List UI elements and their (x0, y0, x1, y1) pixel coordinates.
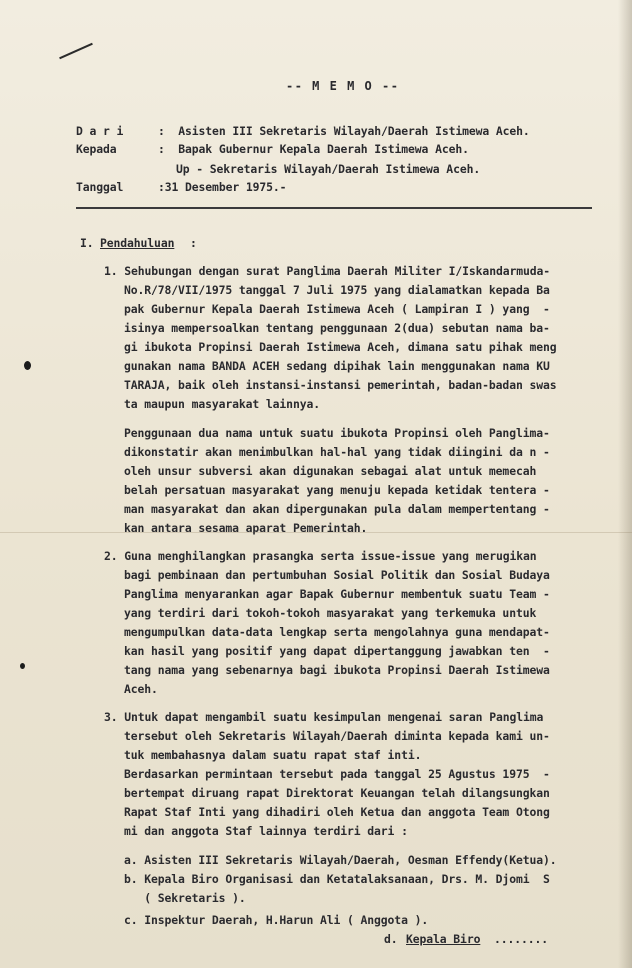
dari-label: D a r i (76, 124, 124, 138)
tanggal-value: :31 Desember 1975.- (158, 180, 287, 194)
para1b-line: oleh unsur subversi akan digunakan sebagai alat untuk memecah (124, 464, 537, 478)
para2-line: Aceh. (124, 682, 158, 696)
para3-line: tuk membahasnya dalam suatu rapat staf inti. (124, 748, 422, 762)
para2-line: bagi pembinaan dan pertumbuhan Sosial Politik dan Sosial Budaya (124, 568, 550, 582)
para3-line: 3. Untuk dapat mengambil suatu kesimpulan mengenai saran Panglima (104, 710, 544, 724)
kepada-value: : Bapak Gubernur Kepala Daerah Istimewa Aceh. (158, 142, 469, 156)
attendee-item: a. Asisten III Sekretaris Wilayah/Daerah, Oesman Effendy(Ketua). (124, 853, 557, 867)
up-line: Up - Sekretaris Wilayah/Daerah Istimewa Aceh. (176, 162, 481, 176)
para2-line: mengumpulkan data-data lengkap serta mengolahnya guna mendapat- (124, 625, 550, 639)
para2-line: kan hasil yang positif yang dapat dipertanggung jawabkan ten - (124, 644, 550, 658)
para1-line: ta maupun masyarakat lainnya. (124, 397, 320, 411)
attendee-item: c. Inspektur Daerah, H.Harun Ali ( Anggota ). (124, 913, 429, 927)
para3-line: mi dan anggota Staf lainnya terdiri dari : (124, 824, 408, 838)
header-divider (76, 207, 592, 209)
para1-line: gunakan nama BANDA ACEH sedang dipihak lain menggunakan nama KU (124, 359, 550, 373)
para1-line: pak Gubernur Kepala Daerah Istimewa Aceh ( Lampiran I ) yang - (124, 302, 550, 316)
punch-hole-top (24, 361, 31, 370)
attendee-item: b. Kepala Biro Organisasi dan Ketatalaksanaan, Drs. M. Djomi S (124, 872, 550, 886)
para3-line: tersebut oleh Sekretaris Wilayah/Daerah diminta kepada kami un- (124, 729, 550, 743)
para1b-line: Penggunaan dua nama untuk suatu ibukota Propinsi oleh Panglima- (124, 426, 550, 440)
para2-line: yang terdiri dari tokoh-tokoh masyarakat yang terkemuka untuk (124, 606, 537, 620)
para3-line: bertempat diruang rapat Direktorat Keuangan telah dilangsungkan (124, 786, 550, 800)
para2-line: Panglima menyarankan agar Bapak Gubernur membentuk suatu Team - (124, 587, 550, 601)
kepada-label: Kepada (76, 142, 117, 156)
para2-line: tang nama yang sebenarnya bagi ibukota Propinsi Daerah Istimewa (124, 663, 550, 677)
para1-line: No.R/78/VII/1975 tanggal 7 Juli 1975 yang dialamatkan kepada Ba (124, 283, 550, 297)
para1b-line: dikonstatir akan menimbulkan hal-hal yang tidak diingini da n - (124, 445, 550, 459)
tanggal-label: Tanggal (76, 180, 124, 194)
para1b-line: man masyarakat dan akan dipergunakan pula dalam mempertentang - (124, 502, 550, 516)
punch-hole-bottom (20, 663, 25, 669)
memo-title: -- M E M O -- (286, 79, 400, 93)
para1-line: isinya mempersoalkan tentang penggunaan 2(dua) sebutan nama ba- (124, 321, 550, 335)
para1-line: TARAJA, baik oleh instansi-instansi pemerintah, badan-badan swas (124, 378, 557, 392)
dari-value: : Asisten III Sekretaris Wilayah/Daerah Istimewa Aceh. (158, 124, 530, 138)
footer-prefix: d. (384, 932, 398, 946)
footer-dots: ........ (494, 932, 549, 946)
para1-line: 1. Sehubungan dengan surat Panglima Daerah Militer I/Iskandarmuda- (104, 264, 551, 278)
section-colon: : (190, 236, 197, 250)
para3-line: Rapat Staf Inti yang dihadiri oleh Ketua dan anggota Team Otong (124, 805, 550, 819)
para3-line: Berdasarkan permintaan tersebut pada tanggal 25 Agustus 1975 - (124, 767, 550, 781)
pen-mark (59, 43, 93, 59)
para1b-line: belah persatuan masyarakat yang menuju kepada ketidak tentera - (124, 483, 550, 497)
para1-line: gi ibukota Propinsi Daerah Istimewa Aceh, dimana satu pihak meng (124, 340, 557, 354)
attendee-item: ( Sekretaris ). (124, 891, 246, 905)
section-heading: Pendahuluan (100, 236, 175, 250)
para1b-line: kan antara sesama aparat Pemerintah. (124, 521, 368, 535)
page-edge-shadow (618, 0, 632, 968)
footer-underlined: Kepala Biro (406, 932, 481, 946)
para2-line: 2. Guna menghilangkan prasangka serta issue-issue yang merugikan (104, 549, 537, 563)
section-number: I. (80, 236, 94, 250)
